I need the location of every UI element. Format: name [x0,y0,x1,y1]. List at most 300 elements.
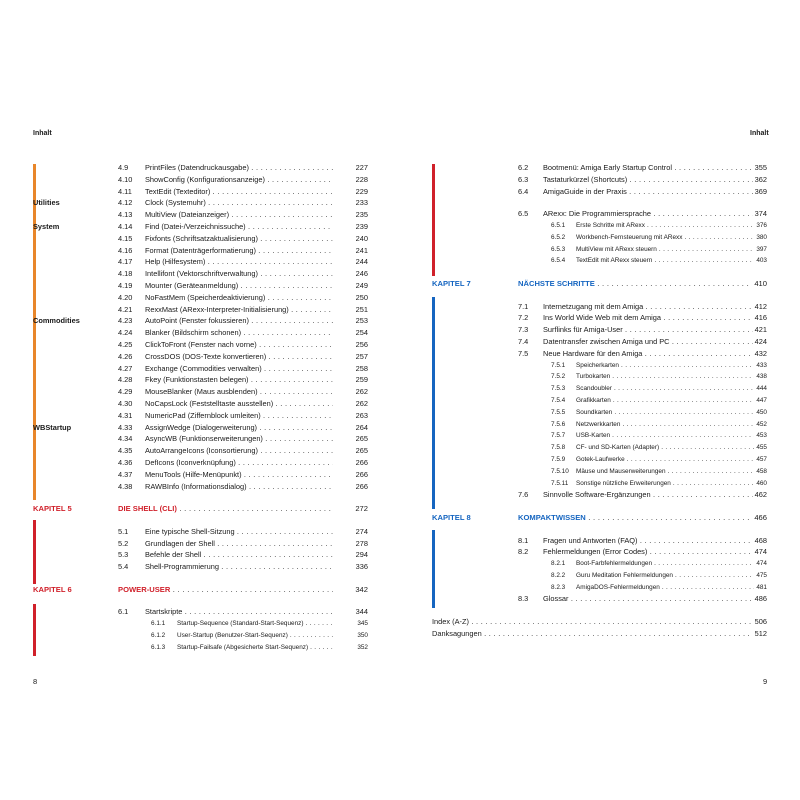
chapter-page: 342 [355,584,368,594]
entry-title: AmigaDOS-Fehlermeldungen . . . [576,582,767,594]
entry-title: Exchange (Commodities verwalten) . . . [145,363,333,375]
toc-index-entry[interactable] [346,616,767,628]
toc-entry[interactable] [33,162,368,174]
entry-title: AutoArrangeIcons (Iconsortierung) . . . [145,445,333,457]
toc-subentry[interactable] [432,419,767,431]
entry-page: 263 [355,410,368,420]
entry-title: NoCapsLock (Feststelltaste ausstellen) . . . [145,398,333,410]
entry-page: 450 [754,407,767,419]
entry-page: 355 [754,163,767,172]
entry-title: USB-Karten . . . [576,430,767,442]
toc-entry[interactable] [432,593,767,605]
entry-number: 8.2.1 [551,560,566,568]
entry-number: 6.1.3 [151,643,166,651]
entry-title: Sonstige nützliche Erweiterungen . . . [576,478,767,490]
entry-page: 253 [355,316,368,326]
entry-page: 474 [754,547,767,557]
entry-title: CF- und SD-Karten (Adapter) . . . [576,442,767,454]
entry-title: Grundlagen der Shell . . . [145,538,333,550]
toc-subentry[interactable] [432,220,767,232]
entry-title: Glossar . . . [543,593,767,605]
entry-title: Find (Datei-/Verzeichnissuche) . . . [145,221,333,233]
entry-number: 5.4 [118,562,129,572]
toc-entry[interactable] [33,445,368,457]
entry-title: User-Startup (Benutzer-Start-Sequenz) . . . [177,630,333,642]
entry-number: 7.5.10 [551,467,569,475]
entry-page: 432 [754,348,767,358]
entry-title: Mäuse und Mauserweiterungen . . . [576,466,767,478]
entry-page: 460 [754,478,767,490]
toc-entry[interactable] [432,208,767,220]
entry-title: Shell-Programmierung . . . [145,561,333,573]
entry-page: 403 [754,255,767,267]
entry-number: 4.16 [118,245,133,255]
entry-number: 4.25 [118,339,133,349]
chapter-title: NÄCHSTE SCHRITTE . . . [518,278,767,290]
entry-number: 4.38 [118,481,133,491]
entry-page: 266 [355,469,368,479]
entry-number: 5.1 [118,526,129,536]
entry-page: 233 [355,198,368,208]
toc-entry[interactable] [432,535,767,547]
entry-title: Scandoubler . . . [576,383,767,395]
entry-number: 4.17 [118,257,133,267]
entry-page: 250 [355,292,368,302]
chapter-8-heading[interactable] [432,512,767,524]
toc-subentry[interactable] [432,395,767,407]
toc-entry[interactable] [432,348,767,360]
toc-entry[interactable] [33,374,368,386]
toc-subentry[interactable] [432,232,767,244]
entry-number: 4.18 [118,269,133,279]
entry-number: 5.2 [118,538,129,548]
chapter-title: KOMPAKTWISSEN . . . [518,512,767,524]
entry-number: 4.21 [118,304,133,314]
entry-title: AssignWedge (Dialogerweiterung) . . . [145,422,333,434]
entry-number: 7.5 [518,348,529,358]
toc-entry[interactable] [33,268,368,280]
entry-page: 350 [355,630,368,642]
entry-page: 369 [754,186,767,196]
entry-page: 259 [355,375,368,385]
chapter-title: DIE SHELL (CLI) . . . [118,503,333,515]
toc-entry[interactable] [432,489,767,501]
toc-entry[interactable] [33,186,368,198]
entry-title: Neue Hardware für den Amiga . . . [543,348,767,360]
entry-page: 447 [754,395,767,407]
entry-title: Fkey (Funktionstasten belegen) . . . [145,374,333,386]
entry-page: 278 [355,538,368,548]
toc-entry[interactable] [33,245,368,257]
toc-entry[interactable] [432,174,767,186]
entry-number: 4.9 [118,163,129,172]
entry-page: 416 [754,313,767,323]
entry-number: 7.5.6 [551,420,566,428]
thanks-page: 512 [754,628,767,638]
entry-number: 4.29 [118,387,133,397]
chapter-label: KAPITEL 6 [33,584,72,594]
toc-entry[interactable] [432,301,767,313]
entry-number: 7.5.4 [551,396,566,404]
entry-title: Fragen und Antworten (FAQ) . . . [543,535,767,547]
entry-number: 4.31 [118,410,133,420]
toc-entry[interactable] [33,363,368,375]
entry-number: 4.24 [118,328,133,338]
entry-title: Soundkarten . . . [576,407,767,419]
entry-page: 262 [355,398,368,408]
entry-page: 239 [355,221,368,231]
entry-title: CrossDOS (DOS-Texte konvertieren) . . . [145,351,333,363]
entry-page: 412 [754,301,767,311]
entry-number: 6.2 [518,163,529,172]
entry-page: 421 [754,325,767,335]
toc-subentry[interactable] [432,371,767,383]
toc-subentry[interactable] [432,558,767,570]
toc-entry[interactable] [33,469,368,481]
entry-page: 249 [355,280,368,290]
chapter-label: KAPITEL 8 [432,512,471,522]
entry-title: ARexx: Die Programmiersprache . . . [543,208,767,220]
entry-title: Format (Datenträgerformatierung) . . . [145,245,333,257]
entry-page: 266 [355,481,368,491]
entry-number: 4.33 [118,422,133,432]
chapter-title: POWER-USER . . . [118,584,333,596]
entry-number: 7.5.9 [551,455,566,463]
entry-page: 475 [754,570,767,582]
entry-number: 4.14 [118,221,133,231]
entry-number: 8.2.2 [551,571,566,579]
entry-number: 8.2 [518,547,529,557]
entry-number: 4.36 [118,457,133,467]
entry-page: 244 [355,257,368,267]
toc-subentry[interactable] [33,642,368,654]
toc-entry[interactable] [432,546,767,558]
entry-page: 266 [355,457,368,467]
chapter-7-heading[interactable] [432,278,767,290]
thanks-title: Danksagungen . . . [432,628,767,640]
entry-title: TextEdit mit ARexx steuern . . . [576,255,767,267]
entry-title: PrintFiles (Datendruckausgabe) . . . [145,162,333,174]
entry-number: 4.27 [118,363,133,373]
entry-page: 258 [355,363,368,373]
toc-entry[interactable] [33,327,368,339]
entry-page: 265 [355,434,368,444]
entry-title: ClickToFront (Fenster nach vorne) . . . [145,339,333,351]
toc-entry[interactable] [33,174,368,186]
entry-number: 4.23 [118,316,133,326]
toc-subentry[interactable] [432,244,767,256]
entry-title: Sinnvolle Software-Ergänzungen . . . [543,489,767,501]
toc-entry[interactable] [33,549,368,561]
index-page: 506 [754,617,767,627]
entry-page: 397 [754,244,767,256]
toc-subentry[interactable] [432,454,767,466]
entry-page: 433 [754,360,767,372]
entry-title: ShowConfig (Konfigurationsanzeige) . . . [145,174,333,186]
toc-entry[interactable] [33,256,368,268]
entry-title: NumericPad (Ziffernblock umleiten) . . . [145,410,333,422]
toc-entry[interactable] [33,433,368,445]
entry-number: 7.5.1 [551,361,566,369]
entry-page: 452 [754,419,767,431]
entry-page: 455 [754,442,767,454]
entry-page: 240 [355,233,368,243]
entry-number: 7.5.5 [551,408,566,416]
entry-page: 246 [355,269,368,279]
entry-title: DefIcons (Iconverknüpfung) . . . [145,457,333,469]
toc-subentry[interactable] [432,582,767,594]
chapter-page: 272 [355,504,368,514]
toc-subentry[interactable] [432,430,767,442]
entry-title: MultiView mit ARexx steuern . . . [576,244,767,256]
toc-entry[interactable] [33,386,368,398]
entry-page: 481 [754,582,767,594]
toc-entry[interactable] [33,233,368,245]
toc-subentry[interactable] [432,407,767,419]
entry-page: 362 [754,174,767,184]
entry-number: 4.12 [118,198,133,208]
entry-number: 6.5.2 [551,233,566,241]
entry-title: Startskripte . . . [145,606,333,618]
entry-page: 486 [754,594,767,604]
entry-title: Mounter (Geräteanmeldung) . . . [145,280,333,292]
entry-number: 4.26 [118,351,133,361]
entry-title: Blanker (Bildschirm schonen) . . . [145,327,333,339]
toc-entry[interactable] [33,315,368,327]
toc-list-ch4 [33,162,368,492]
entry-page: 424 [754,336,767,346]
toc-entry[interactable] [33,398,368,410]
entry-title: Erste Schritte mit ARexx . . . [576,220,767,232]
entry-title: Datentransfer zwischen Amiga und PC . . . [543,336,767,348]
entry-number: 7.6 [518,490,529,500]
entry-title: Clock (Systemuhr) . . . [145,197,333,209]
entry-title: Tastaturkürzel (Shortcuts) . . . [543,174,767,186]
entry-page: 227 [355,163,368,172]
toc-subentry[interactable] [432,255,767,267]
entry-title: RAWBInfo (Informationsdialog) . . . [145,481,333,493]
category-label: WBStartup [33,422,72,432]
toc-subentry[interactable] [432,570,767,582]
entry-number: 8.2.3 [551,583,566,591]
entry-number: 4.11 [118,186,132,196]
entry-page: 380 [754,232,767,244]
toc-subentry[interactable] [432,360,767,372]
entry-title: Guru Meditation Fehlermeldungen . . . [576,570,767,582]
toc-entry[interactable] [33,280,368,292]
entry-number: 6.5.4 [551,257,566,265]
entry-number: 7.1 [518,301,529,311]
entry-title: Eine typische Shell-Sitzung . . . [145,526,333,538]
entry-page: 251 [355,304,368,314]
entry-number: 4.13 [118,210,133,220]
entry-page: 344 [355,607,368,617]
entry-number: 6.5.3 [551,245,566,253]
toc-entry[interactable] [33,304,368,316]
page-number-right: 9 [763,677,768,686]
entry-page: 458 [754,466,767,478]
entry-page: 453 [754,430,767,442]
entry-title: Internetzugang mit dem Amiga . . . [543,301,767,313]
entry-number: 6.5.1 [551,221,566,229]
toc-thanks-entry[interactable] [346,628,767,640]
entry-page: 256 [355,339,368,349]
toc-entry[interactable] [33,209,368,221]
entry-page: 468 [754,535,767,545]
toc-entry[interactable] [33,457,368,469]
entry-title: Fehlermeldungen (Error Codes) . . . [543,546,767,558]
entry-page: 336 [355,562,368,572]
entry-number: 4.19 [118,280,133,290]
entry-page: 345 [355,618,368,630]
entry-number: 6.3 [518,174,529,184]
toc-entry[interactable] [33,526,368,538]
toc-entry[interactable] [432,186,767,198]
entry-page: 235 [355,210,368,220]
toc-entry[interactable] [33,561,368,573]
entry-number: 7.3 [518,325,529,335]
toc-entry[interactable] [33,292,368,304]
entry-number: 8.3 [518,594,529,604]
toc-subentry[interactable] [432,383,767,395]
toc-entry[interactable] [432,162,767,174]
entry-number: 4.28 [118,375,133,385]
entry-title: MouseBlanker (Maus ausblenden) . . . [145,386,333,398]
entry-title: Surflinks für Amiga-User . . . [543,324,767,336]
entry-page: 376 [754,220,767,232]
running-header-left: Inhalt [33,130,52,137]
entry-number: 7.5.8 [551,444,566,452]
entry-title: Gotek-Laufwerke . . . [576,454,767,466]
entry-number: 6.1 [118,607,129,617]
entry-number: 6.4 [518,186,529,196]
category-label: System [33,221,60,231]
toc-right-page [432,162,767,640]
entry-number: 4.30 [118,398,133,408]
toc-entry[interactable] [432,312,767,324]
entry-number: 7.5.11 [551,479,569,487]
entry-title: MenuTools (Hilfe-Menüpunkt) . . . [145,469,333,481]
entry-number: 6.1.2 [151,631,166,639]
entry-title: Boot-Farbfehlermeldungen . . . [576,558,767,570]
chapter-5-heading[interactable] [33,503,368,515]
entry-title: Grafikkarten . . . [576,395,767,407]
entry-number: 5.3 [118,550,129,560]
entry-title: Bootmenü: Amiga Early Startup Control . . . [543,162,767,174]
entry-number: 4.35 [118,446,133,456]
page-number-left: 8 [33,677,38,686]
entry-page: 228 [355,174,368,184]
entry-title: Befehle der Shell . . . [145,549,333,561]
entry-title: AsyncWB (Funktionserweiterungen) . . . [145,433,333,445]
entry-page: 474 [754,558,767,570]
toc-entry[interactable] [432,336,767,348]
entry-title: Startup-Sequence (Standard-Start-Sequenz) . . . [177,618,333,630]
entry-number: 4.34 [118,434,133,444]
chapter-page: 466 [754,512,767,522]
toc-subentry[interactable] [432,478,767,490]
entry-title: AmigaGuide in der Praxis . . . [543,186,767,198]
entry-page: 257 [355,351,368,361]
entry-title: MultiView (Dateianzeiger) . . . [145,209,333,221]
entry-page: 265 [355,446,368,456]
toc-entry[interactable] [33,351,368,363]
entry-page: 274 [355,526,368,536]
chapter-label: KAPITEL 7 [432,278,471,288]
category-label: Commodities [33,316,80,326]
toc-entry[interactable] [33,538,368,550]
running-header-right: Inhalt [750,130,769,137]
entry-number: 6.5 [518,209,529,219]
chapter-label: KAPITEL 5 [33,504,72,514]
entry-page: 254 [355,328,368,338]
entry-title: NoFastMem (Speicherdeaktivierung) . . . [145,292,333,304]
entry-title: RexxMast (ARexx-Interpreter-Initialisierung) . . . [145,304,333,316]
entry-title: Speicherkarten . . . [576,360,767,372]
toc-subentry[interactable] [33,630,368,642]
entry-page: 457 [754,454,767,466]
entry-title: Intellifont (Vektorschriftverwaltung) . . . [145,268,333,280]
entry-title: AutoPoint (Fenster fokussieren) . . . [145,315,333,327]
toc-entry[interactable] [33,410,368,422]
entry-title: Startup-Failsafe (Abgesicherte Start-Sequenz) . . . [177,642,333,654]
entry-title: Netzwerkkarten . . . [576,419,767,431]
entry-number: 8.1 [518,535,529,545]
entry-page: 262 [355,387,368,397]
entry-number: 4.10 [118,174,133,184]
entry-number: 6.1.1 [151,620,166,628]
index-title: Index (A-Z) . . . [432,616,767,628]
entry-number: 7.4 [518,336,529,346]
entry-page: 241 [355,245,368,255]
chapter-6-heading[interactable] [33,584,368,596]
entry-page: 462 [754,490,767,500]
entry-page: 294 [355,550,368,560]
entry-page: 229 [355,186,368,196]
entry-page: 374 [754,209,767,219]
entry-number: 7.5.3 [551,385,566,393]
chapter-page: 410 [754,278,767,288]
toc-entry[interactable] [33,481,368,493]
toc-entry[interactable] [33,221,368,233]
entry-title: Ins World Wide Web mit dem Amiga . . . [543,312,767,324]
toc-entry[interactable] [33,197,368,209]
entry-title: Workbench-Fernsteuerung mit ARexx . . . [576,232,767,244]
toc-entry[interactable] [33,339,368,351]
entry-title: TextEdit (Texteditor) . . . [145,186,333,198]
toc-entry[interactable] [432,324,767,336]
entry-number: 7.5.7 [551,432,566,440]
toc-subentry[interactable] [33,618,368,630]
entry-number: 4.37 [118,469,133,479]
entry-number: 4.15 [118,233,133,243]
toc-subentry[interactable] [432,466,767,478]
entry-title: Help (Hilfesystem) . . . [145,256,333,268]
entry-number: 7.2 [518,313,529,323]
entry-page: 438 [754,371,767,383]
toc-entry[interactable] [33,606,368,618]
entry-page: 264 [355,422,368,432]
entry-title: Fixfonts (Schriftsatzaktualisierung) . . . [145,233,333,245]
toc-subentry[interactable] [432,442,767,454]
entry-number: 7.5.2 [551,373,566,381]
entry-number: 4.20 [118,292,133,302]
toc-left-page [33,162,368,653]
toc-entry[interactable] [33,422,368,434]
entry-title: Turbokarten . . . [576,371,767,383]
entry-page: 444 [754,383,767,395]
category-label: Utilities [33,198,60,208]
